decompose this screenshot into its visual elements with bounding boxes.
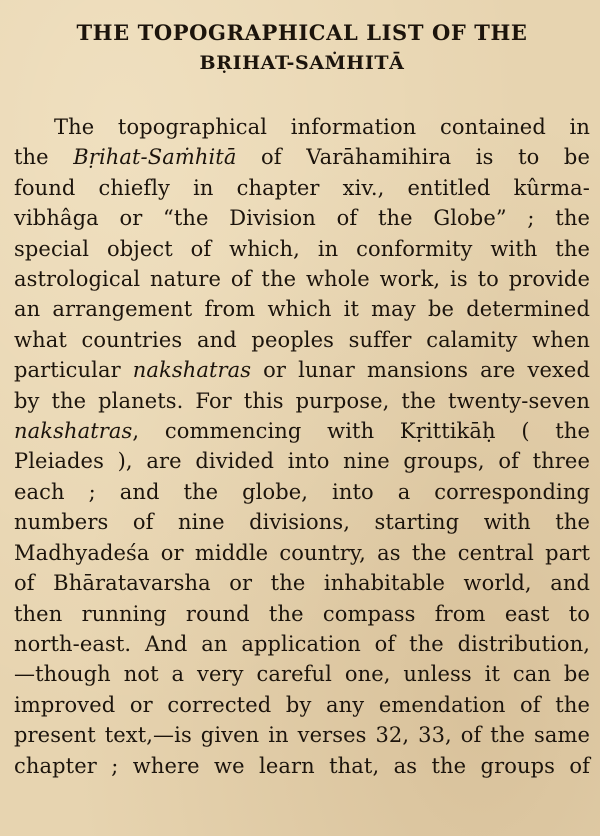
text-line: [14, 751, 590, 781]
text-run: by the planets. For this purpose, the twenty-seven: [14, 388, 590, 413]
text-line: [14, 477, 590, 507]
text-line: [14, 294, 590, 324]
text-line: [14, 538, 590, 568]
page-title: [14, 18, 590, 78]
text-run: improved or corrected by any emendation of the: [14, 692, 590, 717]
text-line: [14, 112, 590, 142]
text-line: [14, 203, 590, 233]
text-line: [14, 325, 590, 355]
text-line: [14, 416, 590, 446]
text-run: north-east. And an application of the distribution,: [14, 631, 590, 656]
text-run: , commencing with Kṛittikāḥ ( the: [132, 419, 590, 444]
text-line: [14, 173, 590, 203]
text-line: [14, 355, 590, 385]
italic-term: Bṛihat-Saṁhitā: [73, 145, 237, 170]
body-paragraph: [14, 112, 590, 781]
text-line: [14, 659, 590, 689]
text-run: found chiefly in chapter xiv., entitled kûrma-: [14, 175, 590, 200]
text-run: present text,—is given in verses 32, 33, of the same: [14, 723, 590, 748]
text-run: an arrangement from which it may be determined: [14, 297, 590, 322]
text-run: chapter ; where we learn that, as the groups of: [14, 753, 590, 778]
text-run: or lunar mansions are vexed: [251, 358, 590, 383]
text-line: [14, 599, 590, 629]
text-line: [14, 446, 590, 476]
text-run: of Varāhamihira is to be: [236, 145, 591, 170]
italic-term: nakshatras: [14, 419, 133, 444]
italic-term: nakshatras: [132, 358, 252, 383]
text-run: Madhyadeśa or middle country, as the central part: [14, 540, 590, 565]
text-line: [14, 568, 590, 598]
text-line: [14, 386, 590, 416]
text-line: [14, 234, 590, 264]
text-line: [14, 690, 590, 720]
title-line-2: BṚIHAT-SAṀHITĀ: [199, 52, 405, 74]
text-run: particular: [14, 358, 133, 383]
text-run: Pleiades ), are divided into nine groups, of three: [14, 449, 590, 474]
text-run: of Bhāratavarsha or the inhabitable world, and: [14, 571, 590, 596]
text-line: [14, 720, 590, 750]
text-run: numbers of nine divisions, starting with the: [14, 510, 590, 535]
text-run: —though not a very careful one, unless it can be: [14, 662, 590, 687]
text-line: [14, 629, 590, 659]
text-run: special object of which, in conformity with the: [14, 236, 590, 261]
text-line: [14, 264, 590, 294]
text-line: [14, 507, 590, 537]
text-line: [14, 142, 590, 172]
text-run: then running round the compass from east to: [14, 601, 590, 626]
text-run: what countries and peoples suffer calamity when: [14, 327, 590, 352]
title-line-1: THE TOPOGRAPHICAL LIST OF THE: [76, 20, 528, 45]
text-run: vibhâga or “the Division of the Globe” ; the: [14, 206, 590, 231]
text-run: astrological nature of the whole work, is to provide: [14, 267, 590, 292]
text-run: the: [14, 145, 74, 170]
text-run: each ; and the globe, into a corresponding: [14, 479, 590, 504]
text-run: The topographical information contained in: [54, 115, 590, 139]
